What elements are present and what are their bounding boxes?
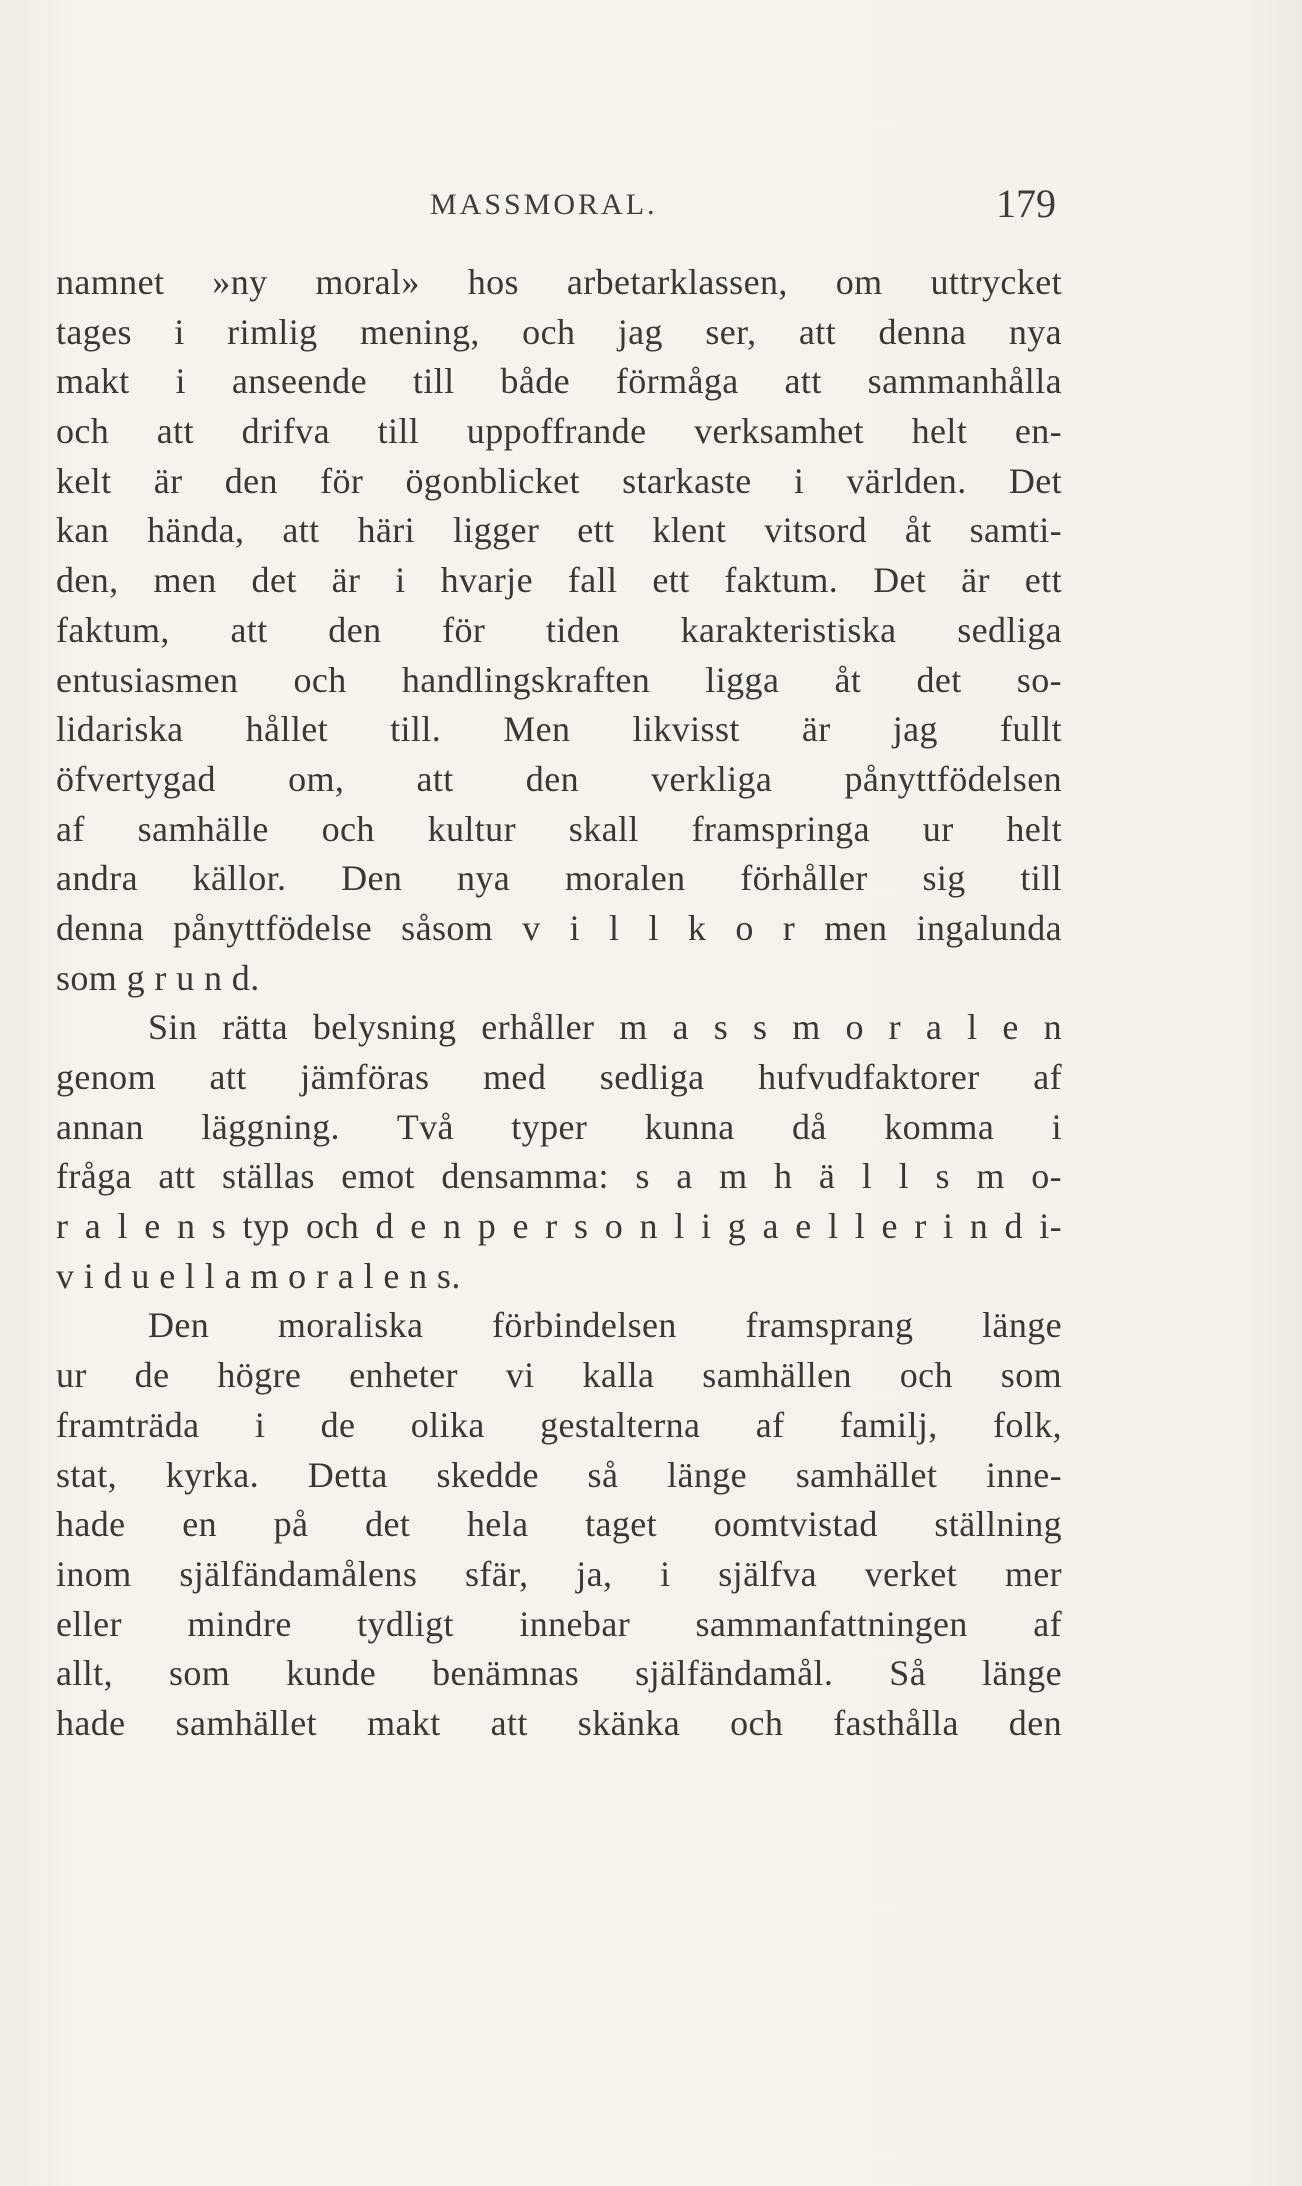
text-line: hade en på det hela taget oomtvistad ställning: [56, 1504, 1062, 1545]
body-text: [56, 258, 1062, 1749]
text-line: och att drifva till uppoffrande verksamhet helt en-: [56, 411, 1062, 452]
text-line: lidariska hållet till. Men likvisst är jag fullt: [56, 709, 1062, 750]
text-line: r a l e n s typ och d e n p e r s o n l i g a e l l e r i n d i-: [56, 1206, 1062, 1247]
page-number: 179: [996, 181, 1056, 226]
text-line: denna pånyttfödelse såsom v i l l k o r men ingalunda: [56, 907, 1062, 948]
text-line: hade samhället makt att skänka och fasthålla den: [56, 1702, 1062, 1743]
text-line: fråga att ställas emot densamma: s a m h ä l l s m o-: [56, 1156, 1062, 1197]
text-line: allt, som kunde benämnas själfändamål. Så länge: [56, 1653, 1062, 1694]
text-line: makt i anseende till både förmåga att sammanhålla: [56, 361, 1062, 402]
text-line: Sin rätta belysning erhåller m a s s m o r a l e n: [148, 1007, 1062, 1048]
text-line: eller mindre tydligt innebar sammanfattningen af: [56, 1603, 1062, 1644]
text-line: stat, kyrka. Detta skedde så länge samhället inne-: [56, 1454, 1062, 1495]
text-line: entusiasmen och handlingskraften ligga åt det so-: [56, 659, 1062, 700]
text-line: som g r u n d.: [56, 957, 260, 998]
page-header: [0, 180, 1302, 240]
text-line: tages i rimlig mening, och jag ser, att denna nya: [56, 311, 1062, 352]
text-line: kelt är den för ögonblicket starkaste i världen. Det: [56, 460, 1062, 501]
text-line: andra källor. Den nya moralen förhåller sig till: [56, 858, 1062, 899]
text-line: genom att jämföras med sedliga hufvudfaktorer af: [56, 1057, 1062, 1097]
text-line: inom själfändamålens sfär, ja, i själfva verket mer: [56, 1553, 1062, 1594]
text-line: faktum, att den för tiden karakteristiska sedliga: [56, 609, 1062, 650]
text-line: v i d u e l l a m o r a l e n s.: [56, 1255, 461, 1296]
text-line: ur de högre enheter vi kalla samhällen och som: [56, 1355, 1062, 1396]
text-line: den, men det är i hvarje fall ett faktum. Det är ett: [56, 560, 1062, 601]
text-line: Den moraliska förbindelsen framsprang länge: [148, 1305, 1062, 1346]
text-line: namnet »ny moral» hos arbetarklassen, om uttrycket: [56, 262, 1062, 302]
text-line: kan hända, att häri ligger ett klent vitsord åt samti-: [56, 510, 1062, 551]
running-head: MASSMORAL.: [430, 188, 658, 221]
text-line: framträda i de olika gestalterna af familj, folk,: [56, 1404, 1062, 1445]
text-line: öfvertygad om, att den verkliga pånyttfödelsen: [56, 758, 1062, 799]
text-line: annan läggning. Två typer kunna då komma i: [56, 1106, 1062, 1147]
text-line: af samhälle och kultur skall framspringa ur helt: [56, 808, 1062, 849]
